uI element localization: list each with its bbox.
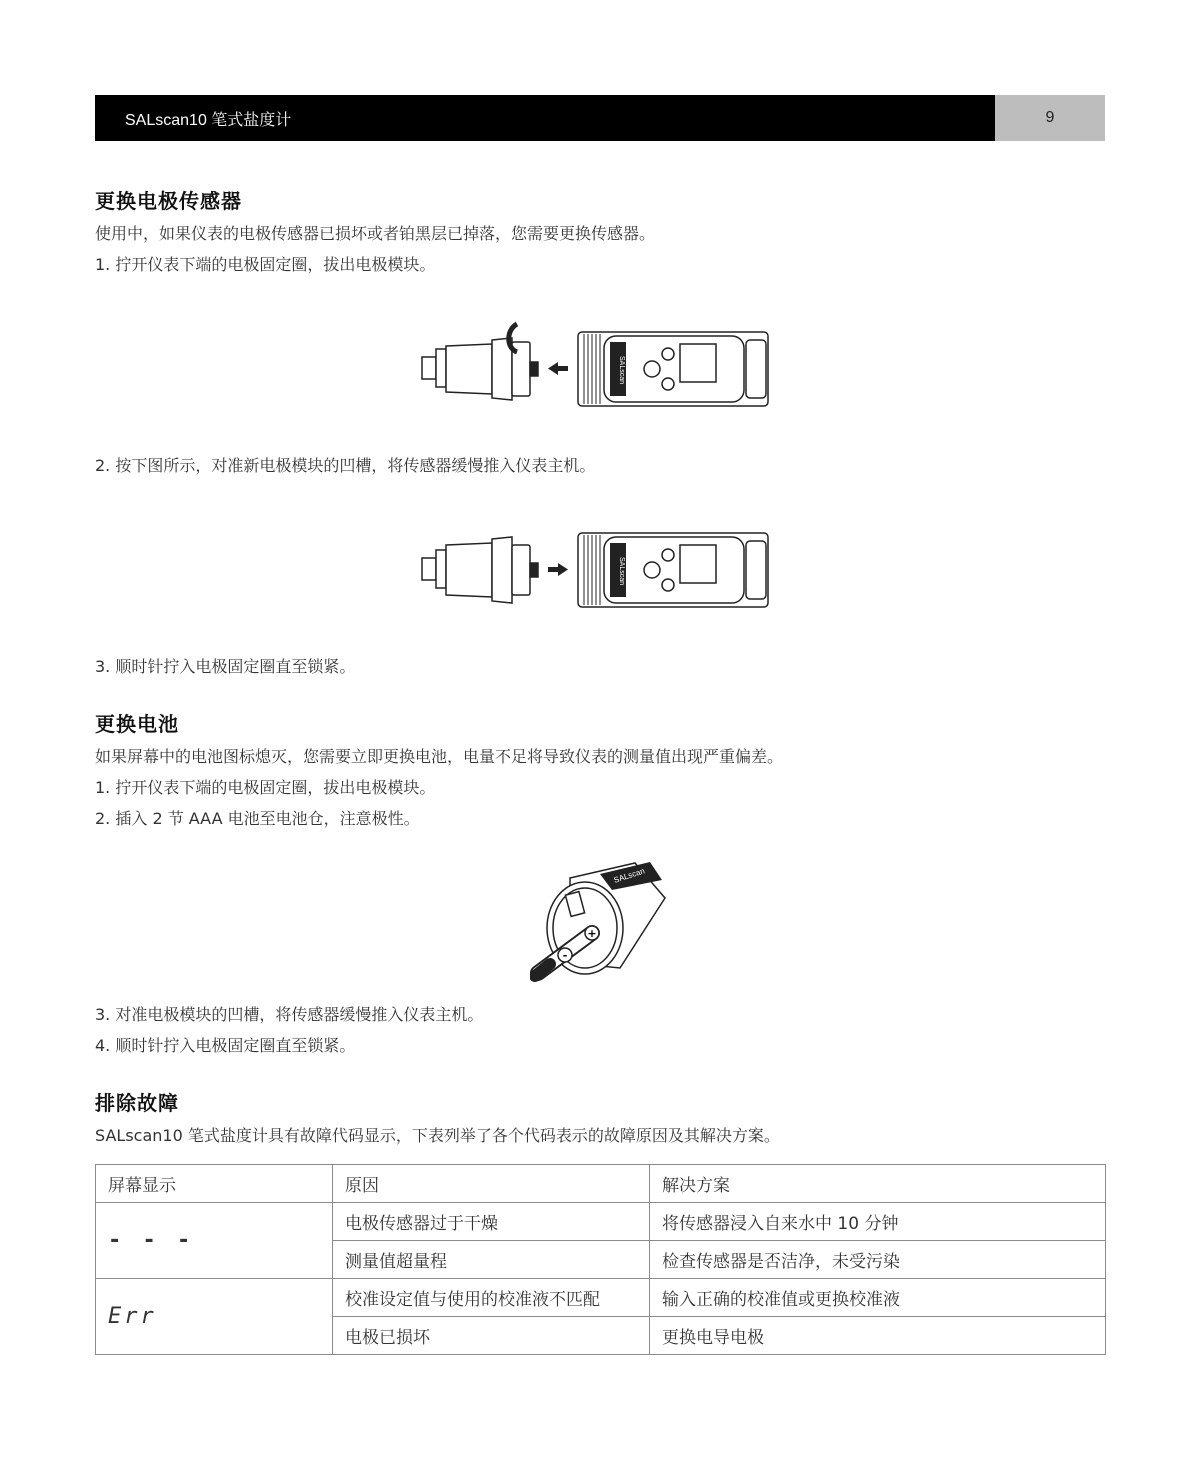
meter-brand-label-2: SALscan — [618, 556, 625, 586]
battery-plus: + — [587, 927, 597, 940]
table-header-row — [96, 1165, 1106, 1203]
fault-solution: 检查传感器是否洁净，未受污染 — [650, 1241, 1106, 1279]
battery-step-2: 2. 插入 2 节 AAA 电池至电池仓，注意极性。 — [95, 809, 420, 828]
fault-display-dashes: - - - — [96, 1203, 333, 1279]
fault-code-table — [95, 1164, 1106, 1355]
fault-display-err: Err — [96, 1279, 333, 1355]
battery-brand-label: SALscan — [612, 866, 646, 885]
battery-minus: - — [562, 949, 568, 962]
table-row — [96, 1279, 1106, 1317]
sensor-step-3: 3. 顺时针拧入电极固定圈直至锁紧。 — [95, 657, 356, 676]
figure-battery — [95, 838, 1105, 1003]
fault-cause: 电极已损坏 — [333, 1317, 650, 1355]
battery-step-1: 1. 拧开仪表下端的电极固定圈，拔出电极模块。 — [95, 778, 436, 797]
fault-solution: 将传感器浸入自来水中 10 分钟 — [650, 1203, 1106, 1241]
fault-solution: 输入正确的校准值或更换校准液 — [650, 1279, 1106, 1317]
remove-electrode-illustration — [420, 314, 780, 424]
fault-cause: 校准设定值与使用的校准液不匹配 — [333, 1279, 650, 1317]
table-row — [96, 1203, 1106, 1241]
table-header-solution: 解决方案 — [650, 1165, 1106, 1203]
fault-cause: 电极传感器过于干燥 — [333, 1203, 650, 1241]
section-title-battery: 更换电池 — [95, 712, 179, 736]
insert-electrode-illustration — [420, 515, 780, 625]
figure-remove-electrode — [95, 284, 1105, 454]
sensor-step-1: 1. 拧开仪表下端的电极固定圈，拔出电极模块。 — [95, 255, 436, 274]
fault-solution: 更换电导电极 — [650, 1317, 1106, 1355]
troubleshooting-intro: SALscan10 笔式盐度计具有故障代码显示，下表列举了各个代码表示的故障原因及其解决方案。 — [95, 1126, 780, 1145]
table-header-display: 屏幕显示 — [96, 1165, 333, 1203]
page-number: 9 — [995, 95, 1105, 141]
sensor-step-2: 2. 按下图所示，对准新电极模块的凹槽，将传感器缓慢推入仪表主机。 — [95, 456, 596, 475]
figure-insert-electrode — [95, 485, 1105, 655]
battery-intro: 如果屏幕中的电池图标熄灭，您需要立即更换电池，电量不足将导致仪表的测量值出现严重偏差。 — [95, 747, 784, 766]
sensor-intro: 使用中，如果仪表的电极传感器已损坏或者铂黑层已掉落，您需要更换传感器。 — [95, 224, 656, 243]
header-title: SALscan10 笔式盐度计 — [95, 95, 995, 141]
section-title-troubleshooting: 排除故障 — [95, 1091, 179, 1115]
page-header — [95, 95, 1105, 141]
battery-step-4: 4. 顺时针拧入电极固定圈直至锁紧。 — [95, 1036, 356, 1055]
fault-cause: 测量值超量程 — [333, 1241, 650, 1279]
page-content — [95, 185, 1105, 1355]
battery-illustration — [530, 858, 670, 983]
section-title-sensor: 更换电极传感器 — [95, 189, 242, 213]
battery-step-3: 3. 对准电极模块的凹槽，将传感器缓慢推入仪表主机。 — [95, 1005, 484, 1024]
table-header-cause: 原因 — [333, 1165, 650, 1203]
meter-brand-label: SALscan — [618, 355, 625, 385]
